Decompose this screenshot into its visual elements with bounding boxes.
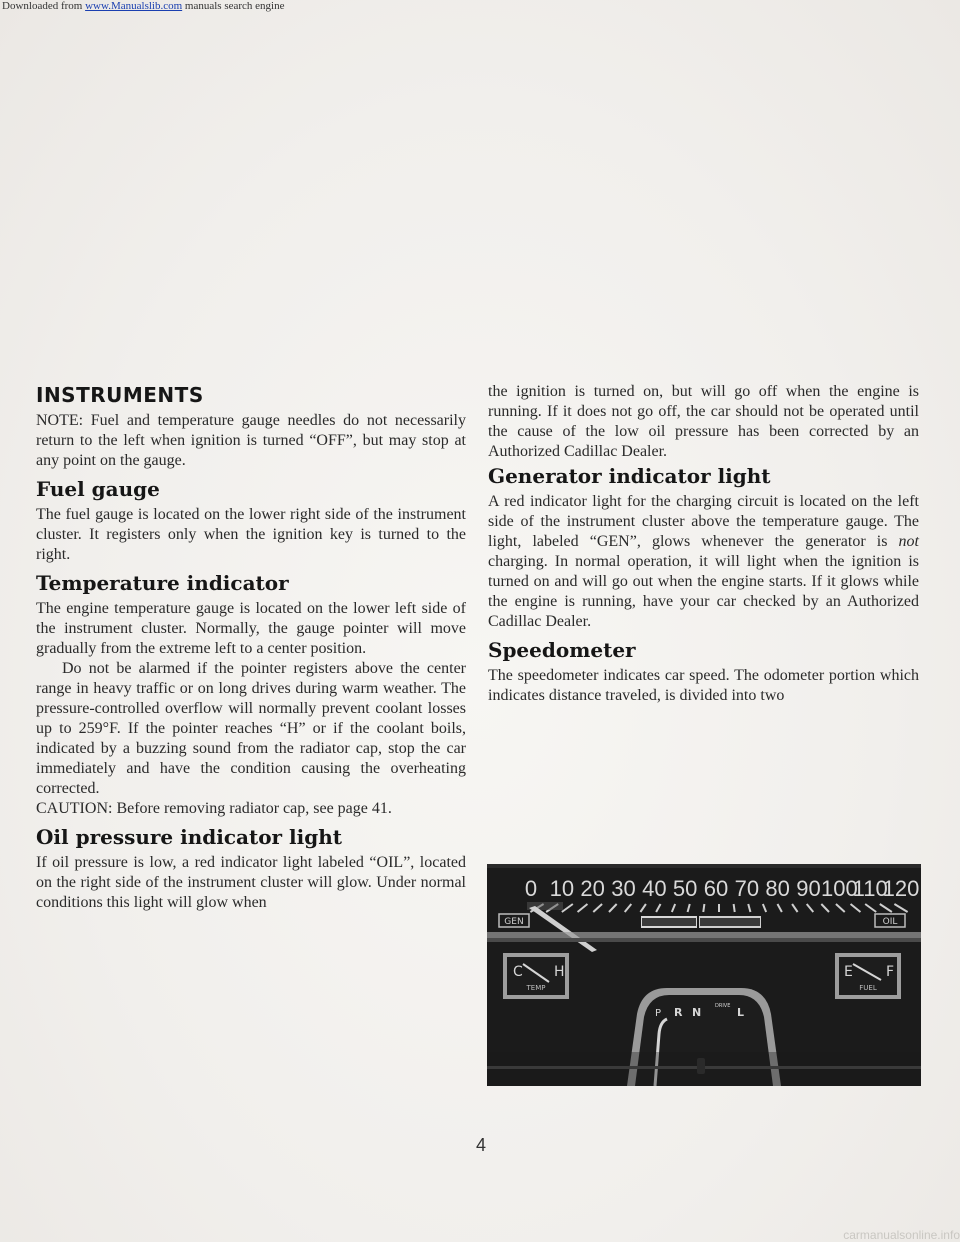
temp-name-label: TEMP — [526, 984, 546, 992]
header-suffix: manuals search engine — [182, 0, 285, 12]
speed-label-20: 20 — [580, 876, 605, 901]
temp-cold-label: C — [513, 964, 523, 980]
instrument-cluster-drawing — [487, 864, 921, 1086]
cluster-lower-trim — [487, 1058, 921, 1078]
gear-l-label: L — [737, 1006, 745, 1019]
speedometer-heading: Speedometer — [488, 638, 636, 662]
generator-text-a: A red indicator light for the charging circuit is located on the left side of the instrument cluster above the temperature gauge. The light, labeled “GEN”, glows whenever the generator is — [488, 493, 919, 550]
footer-watermark: carmanualsonline.info — [843, 1228, 960, 1242]
gear-p-label: P — [655, 1008, 662, 1019]
right-column — [488, 382, 919, 706]
instruments-title: INSTRUMENTS — [36, 383, 204, 407]
fuel-gauge-paragraph: The fuel gauge is located on the lower right side of the instrument cluster. It registers only when the ignition key is turned to the right. — [36, 506, 466, 563]
oil-pressure-continued: the ignition is turned on, but will go off when the engine is running. If it does not go off, the car should not be operated until the cause of the low oil pressure has been corrected by an Authorized Cadillac Dealer. — [488, 383, 919, 460]
speedometer-paragraph: The speedometer indicates car speed. The odometer portion which indicates distance traveled, is divided into two — [488, 667, 919, 704]
page-number: 4 — [475, 1135, 486, 1155]
speed-label-110: 110 — [852, 876, 888, 901]
speed-label-10: 10 — [549, 876, 575, 901]
oil-light-label: OIL — [882, 917, 898, 927]
knob-icon — [697, 1058, 705, 1074]
temperature-paragraph-2: Do not be alarmed if the pointer registers above the center range in heavy traffic or on long drives during warm weather. The pressure-controlled overflow will normally prevent coolant losses up to 259°F. If the pointer reaches “H” or if the coolant boils, indicated by a buzzing sound from the radiator cap, stop the car immediately and have the condition causing the overheating corrected. — [36, 660, 466, 797]
caution-paragraph: CAUTION: Before removing radiator cap, see page 41. — [36, 800, 392, 817]
speed-label-120: 120 — [882, 876, 920, 901]
speed-label-70: 70 — [734, 876, 760, 901]
speed-label-100: 100 — [820, 876, 858, 901]
gear-drive-label: DRIVE — [715, 1003, 731, 1009]
speed-label-90: 90 — [796, 876, 821, 901]
speed-label-30: 30 — [611, 876, 636, 901]
download-header — [0, 0, 960, 12]
generator-text-emphasis: not — [898, 533, 919, 550]
temp-hot-label: H — [554, 964, 565, 980]
oil-pressure-paragraph: If oil pressure is low, a red indicator light labeled “OIL”, located on the right side of the instrument cluster will glow. Under normal conditions this light will glow when — [36, 854, 466, 911]
generator-paragraph — [488, 492, 919, 632]
gear-r-label: R — [674, 1006, 683, 1019]
speed-tick — [703, 904, 704, 912]
generator-heading: Generator indicator light — [488, 464, 771, 488]
left-column — [36, 383, 466, 913]
gen-light-label: GEN — [504, 917, 524, 927]
fuel-full-label: F — [886, 964, 895, 980]
speed-label-0: 0 — [524, 876, 538, 901]
temperature-paragraph-1: The engine temperature gauge is located on the lower left side of the instrument cluster. Normally, the gauge pointer will move gradually from the extreme left to a center position. — [36, 600, 466, 657]
speedometer-scale — [525, 876, 919, 901]
instrument-cluster-photo — [487, 864, 921, 1086]
speed-label-50: 50 — [672, 876, 698, 901]
fuel-name-label: FUEL — [859, 984, 877, 992]
oil-pressure-heading: Oil pressure indicator light — [36, 825, 343, 849]
note-paragraph: NOTE: Fuel and temperature gauge needles do not necessarily return to the left when ignition is turned “OFF”, but may stop at any point on the gauge. — [36, 412, 466, 469]
manualslib-link[interactable]: www.Manualslib.com — [85, 0, 183, 12]
fuel-gauge-heading: Fuel gauge — [36, 477, 160, 501]
speed-label-40: 40 — [642, 876, 667, 901]
speed-label-80: 80 — [765, 876, 790, 901]
speed-tick — [734, 904, 735, 912]
gear-n-label: N — [692, 1006, 702, 1019]
fuel-empty-label: E — [844, 964, 853, 980]
speed-label-60: 60 — [703, 876, 729, 901]
header-prefix: Downloaded from — [2, 0, 86, 12]
generator-text-b: charging. In normal operation, it will light when the ignition is turned on and will go out when the engine starts. If it glows while the engine is running, have your car checked by an Authorized Cadillac Dealer. — [488, 553, 919, 630]
temperature-heading: Temperature indicator — [36, 571, 289, 595]
